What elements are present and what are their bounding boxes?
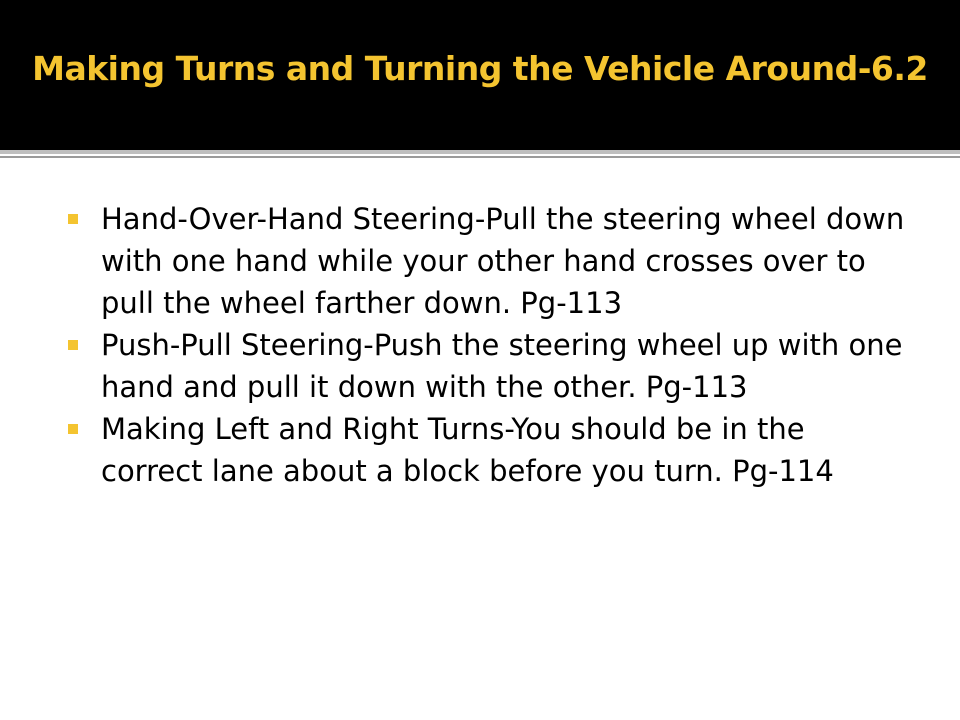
slide-title: Making Turns and Turning the Vehicle Around-6.2: [32, 48, 928, 88]
bullet-list: [68, 198, 908, 492]
square-bullet-icon: [68, 340, 78, 350]
bullet-item-hand-over-hand: [68, 198, 908, 324]
bullet-text: Push-Pull Steering-Push the steering wheel up with one hand and pull it down with the other. Pg-113: [101, 328, 903, 404]
bullet-text: Hand-Over-Hand Steering-Pull the steering wheel down with one hand while your other hand crosses over to pull the wheel farther down. Pg-113: [101, 202, 905, 320]
title-bar: [0, 0, 960, 150]
bullet-item-left-right-turns: [68, 408, 908, 492]
square-bullet-icon: [68, 424, 78, 434]
square-bullet-icon: [68, 214, 78, 224]
content-area: [0, 158, 960, 720]
bullet-text: Making Left and Right Turns-You should be in the correct lane about a block before you turn. Pg-114: [101, 412, 834, 488]
bullet-item-push-pull: [68, 324, 908, 408]
